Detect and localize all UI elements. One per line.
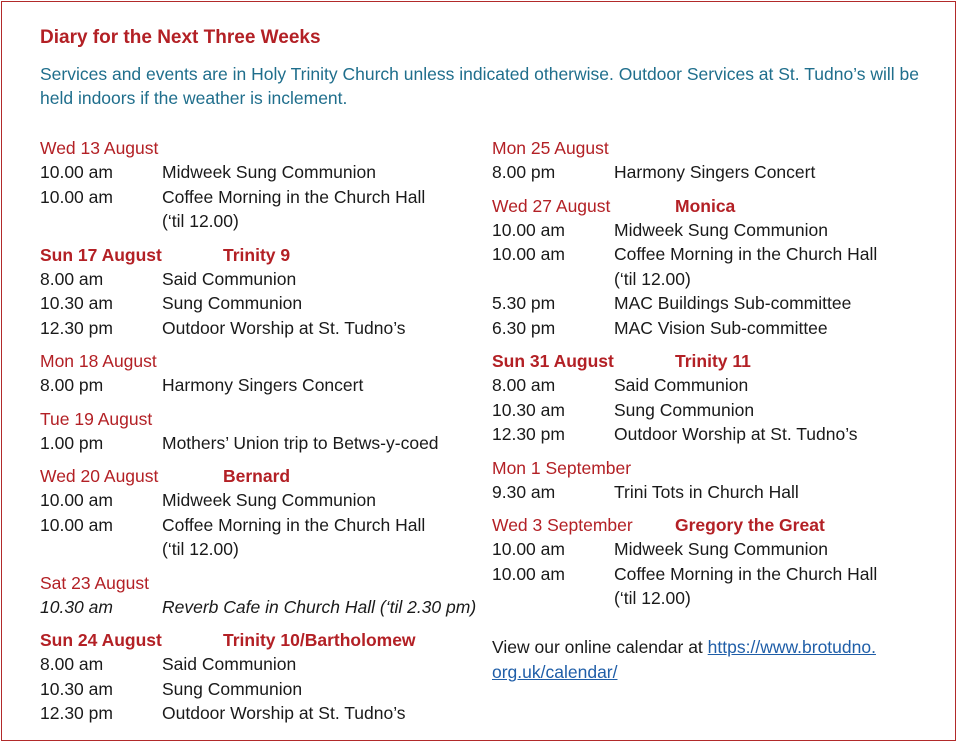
day-heading (40, 243, 480, 267)
day-date: Mon 25 August (492, 138, 609, 158)
event-time (40, 209, 162, 234)
event-time: 9.30 am (492, 481, 556, 502)
event-description: Midweek Sung Communion (614, 539, 828, 559)
online-calendar-text: View our online calendar at (492, 636, 703, 657)
event-row (40, 513, 480, 538)
event-description: MAC Vision Sub-committee (614, 317, 828, 338)
day-block (40, 571, 480, 620)
right-column (492, 136, 932, 685)
event-description: Coffee Morning in the Church Hall (162, 514, 426, 535)
event-row (492, 422, 932, 447)
event-description: Reverb Cafe in Church Hall (‘til 2.30 pm) (162, 596, 477, 617)
event-time: 12.30 pm (492, 424, 565, 444)
day-date: Wed 13 August (40, 138, 159, 158)
event-description: Sung Communion (162, 293, 303, 313)
event-row (40, 652, 480, 677)
day-observance: Monica (675, 195, 736, 216)
event-description: (‘til 12.00) (162, 211, 239, 231)
event-time: 10.00 am (492, 539, 565, 559)
day-date: Sun 31 August (492, 351, 614, 371)
event-description: (‘til 12.00) (162, 539, 239, 559)
day-heading (40, 136, 480, 160)
event-time: 10.30 am (40, 678, 113, 699)
event-description: Outdoor Worship at St. Tudno’s (614, 424, 858, 444)
event-time: 8.00 am (492, 375, 556, 395)
event-description: Midweek Sung Communion (614, 219, 828, 240)
event-description: Trini Tots in Church Hall (614, 481, 799, 502)
event-row (40, 185, 480, 210)
day-block (40, 136, 480, 234)
event-time: 8.00 pm (40, 375, 104, 395)
event-description: (‘til 12.00) (614, 588, 691, 608)
event-time: 1.00 pm (40, 432, 104, 453)
event-description: Harmony Singers Concert (614, 162, 816, 182)
day-date: Wed 27 August (492, 195, 611, 216)
event-time (40, 537, 162, 562)
event-row (40, 488, 480, 513)
day-observance: Bernard (223, 466, 291, 486)
event-description: Midweek Sung Communion (162, 490, 376, 510)
event-description: Said Communion (162, 654, 297, 674)
day-block (492, 456, 932, 505)
event-row (40, 160, 480, 185)
event-time: 10.00 am (40, 162, 113, 182)
day-block (492, 513, 932, 611)
day-date: Wed 20 August (40, 466, 159, 486)
event-row (492, 267, 932, 292)
event-row (40, 267, 480, 292)
event-row (492, 242, 932, 267)
event-row (492, 291, 932, 316)
event-row (40, 595, 480, 620)
day-observance: Trinity 11 (675, 351, 751, 371)
day-date: Tue 19 August (40, 408, 153, 429)
event-row (492, 398, 932, 423)
event-row (492, 373, 932, 398)
event-time: 12.30 pm (40, 703, 113, 723)
event-description: Outdoor Worship at St. Tudno’s (162, 703, 406, 723)
day-heading (40, 464, 480, 488)
event-row (40, 537, 480, 562)
day-heading (492, 194, 932, 218)
event-description: (‘til 12.00) (614, 268, 691, 289)
day-date: Mon 1 September (492, 457, 632, 478)
day-observance: Gregory the Great (675, 515, 825, 535)
event-row (492, 537, 932, 562)
event-description: Said Communion (162, 268, 297, 289)
event-time: 12.30 pm (40, 317, 113, 338)
event-row (40, 701, 480, 726)
day-heading (492, 136, 932, 160)
event-description: Coffee Morning in the Church Hall (614, 563, 878, 584)
event-row (40, 209, 480, 234)
day-heading (40, 628, 480, 652)
day-block (492, 194, 932, 341)
event-description: Midweek Sung Communion (162, 162, 376, 182)
day-date: Sun 17 August (40, 244, 162, 265)
day-block (40, 407, 480, 456)
day-block (40, 464, 480, 562)
calendar-link-line1[interactable]: https://www.brotudno. (707, 636, 876, 657)
event-time: 10.00 am (492, 244, 565, 264)
event-description: Sung Communion (614, 399, 755, 420)
day-heading (40, 349, 480, 373)
event-description: Sung Communion (162, 678, 303, 699)
event-time: 5.30 pm (492, 293, 556, 313)
event-row (492, 480, 932, 505)
event-time: 10.00 am (492, 563, 565, 584)
event-description: Coffee Morning in the Church Hall (614, 244, 878, 264)
event-row (492, 316, 932, 341)
online-calendar-note (492, 635, 932, 685)
day-block (492, 136, 932, 185)
event-time: 10.30 am (40, 293, 113, 313)
event-time: 8.00 am (40, 654, 104, 674)
day-observance: Trinity 10/Bartholomew (223, 630, 416, 650)
event-row (40, 291, 480, 316)
event-time: 10.00 am (40, 186, 113, 207)
event-time: 10.00 am (40, 514, 113, 535)
event-description: Harmony Singers Concert (162, 375, 364, 395)
event-time: 10.30 am (40, 596, 113, 617)
event-time: 10.30 am (492, 399, 565, 420)
page-title: Diary for the Next Three Weeks (40, 27, 321, 48)
day-heading (492, 513, 932, 537)
left-column (40, 136, 480, 735)
event-description: MAC Buildings Sub-committee (614, 293, 852, 313)
event-description: Said Communion (614, 375, 749, 395)
event-time: 10.00 am (492, 219, 565, 240)
event-row (40, 431, 480, 456)
day-block (40, 349, 480, 398)
event-description: Outdoor Worship at St. Tudno’s (162, 317, 406, 338)
calendar-link-line2[interactable]: org.uk/calendar/ (492, 661, 618, 682)
day-heading (492, 456, 932, 480)
event-row (492, 218, 932, 243)
event-description: Mothers’ Union trip to Betws-y-coed (162, 432, 439, 453)
day-block (492, 349, 932, 447)
day-heading (40, 571, 480, 595)
day-date: Wed 3 September (492, 515, 633, 535)
day-block (40, 628, 480, 726)
event-row (40, 677, 480, 702)
event-row (492, 586, 932, 611)
event-time: 8.00 pm (492, 162, 556, 182)
day-heading (492, 349, 932, 373)
day-date: Sun 24 August (40, 630, 162, 650)
event-row (40, 316, 480, 341)
day-block (40, 243, 480, 341)
day-observance: Trinity 9 (223, 244, 291, 265)
event-time: 6.30 pm (492, 317, 556, 338)
event-row (40, 373, 480, 398)
event-row (492, 160, 932, 185)
event-description: Coffee Morning in the Church Hall (162, 186, 426, 207)
event-row (492, 562, 932, 587)
day-date: Mon 18 August (40, 351, 157, 371)
event-time: 8.00 am (40, 268, 104, 289)
event-time (492, 586, 614, 611)
day-date: Sat 23 August (40, 572, 149, 593)
intro-text: Services and events are in Holy Trinity Church unless indicated otherwise. Outdoor Services at St. Tudno’s will be held indoors if the weather is inclement. (40, 64, 919, 108)
event-time (492, 267, 614, 292)
day-heading (40, 407, 480, 431)
event-time: 10.00 am (40, 490, 113, 510)
